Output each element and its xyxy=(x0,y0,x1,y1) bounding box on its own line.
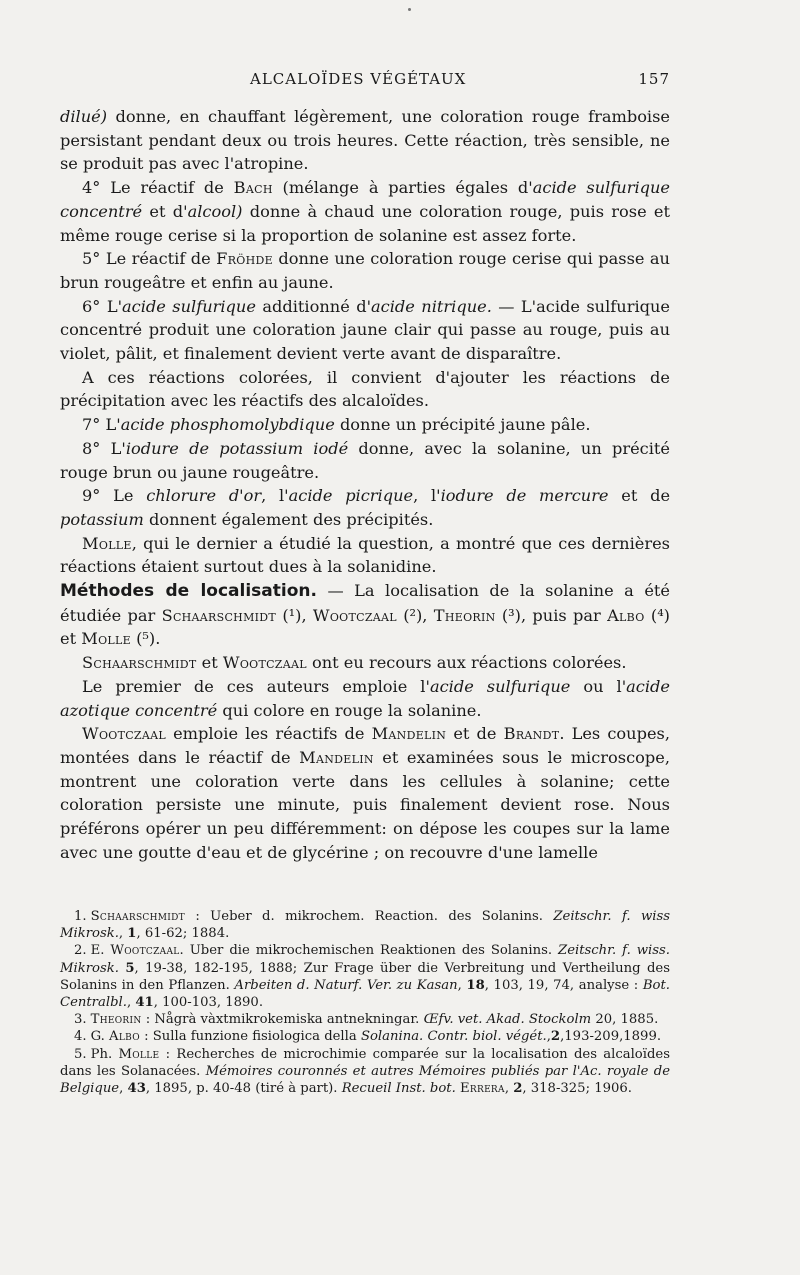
paragraph-10 xyxy=(60,579,670,651)
text-span: 20, 1885. xyxy=(591,1012,659,1028)
text-span: Ph. xyxy=(90,1046,119,1062)
text-span: donne à chaud une coloration rouge, puis rose et même rouge cerise si la proportion de solanine est assez forte. xyxy=(60,201,670,245)
text-span: — La localisation de la solanine a été étudiée par xyxy=(60,581,670,625)
text-span: : Sulla funzione fisiologica della xyxy=(139,1029,361,1045)
volume-number: 41 xyxy=(135,995,154,1011)
text-span: G. xyxy=(90,1029,110,1045)
text-span: E. xyxy=(90,943,111,959)
text-span: , xyxy=(504,1081,514,1097)
volume-number: 43 xyxy=(127,1081,146,1097)
text-span: Le premier de ces auteurs emploie l' xyxy=(82,676,430,696)
print-speck xyxy=(408,8,411,11)
italic-span: acide nitrique. xyxy=(371,296,492,316)
text-span: 5° Le réactif de xyxy=(82,249,217,269)
footnote-5 xyxy=(60,1046,670,1098)
text-span: et de xyxy=(446,724,504,744)
italic-span: Solanina. Contr. biol. végét. xyxy=(360,1029,547,1045)
author-name: Errera xyxy=(459,1081,505,1097)
text-span: , xyxy=(118,926,128,942)
footnote-3 xyxy=(60,1011,670,1028)
paragraph-4 xyxy=(60,295,670,366)
text-span: donne une coloration rouge cerise qui passe au brun rougeâtre et enfin au jaune. xyxy=(60,249,670,292)
author-name: Schaarschmidt xyxy=(82,653,197,673)
volume-number: 5 xyxy=(125,960,135,976)
text-span: donne, avec la solanine, un précité rouge brun ou jaune rougeâtre. xyxy=(60,438,670,482)
author-name: Albo xyxy=(109,1029,140,1045)
italic-span: Bot. Centralbl. xyxy=(60,977,670,1011)
footnote-1 xyxy=(60,908,670,942)
footnotes xyxy=(60,908,670,1097)
italic-span: acide azotique concentré xyxy=(60,676,670,720)
paragraph-9 xyxy=(60,532,670,579)
italic-span: potassium xyxy=(60,509,144,529)
section-heading: Méthodes de localisation. xyxy=(60,581,317,602)
author-name: Wootczaal xyxy=(312,605,397,625)
italic-span: Mémoires couronnés et autres Mémoires publiés par l'Ac. royale de Belgique xyxy=(60,1063,671,1097)
italic-span: Zeitschr. f. wiss Mikrosk. xyxy=(60,909,670,942)
text-span: , xyxy=(457,977,467,993)
author-name: Molle xyxy=(82,533,132,553)
volume-number: 2 xyxy=(550,1029,561,1045)
text-span: . Uber die mikrochemischen Reaktionen des Solanins. xyxy=(179,943,559,959)
text-span: : Någrà vàxtmikrokemiska antnekningar. xyxy=(141,1012,424,1028)
text-span: donne un précipité jaune pâle. xyxy=(334,415,591,435)
volume-number: 1 xyxy=(127,926,137,942)
text-span: donnent également des précipités. xyxy=(143,509,434,529)
text-span: . Les coupes, montées dans le réactif de xyxy=(60,724,670,767)
italic-span: alcool) xyxy=(187,201,243,221)
text-span: , l' xyxy=(413,486,441,506)
text-span: , xyxy=(546,1029,551,1045)
text-span: et d' xyxy=(142,201,188,221)
italic-span: Œfv. vet. Akad. Stockolm xyxy=(423,1012,592,1028)
footnote-4 xyxy=(60,1028,670,1045)
author-name: Brandt xyxy=(503,724,560,744)
footnote-number: 4. xyxy=(74,1029,87,1045)
author-name: Theorin xyxy=(90,1012,142,1028)
text-span: 9° Le xyxy=(82,486,147,506)
author-name: Molle xyxy=(118,1046,160,1062)
text-span: : Recherches de microchimie comparée sur la localisation des alcaloïdes dans les Solanacées. xyxy=(60,1046,670,1079)
footnote-ref: (⁵). xyxy=(130,629,161,649)
footnote-number: 3. xyxy=(74,1012,87,1028)
paragraph-1 xyxy=(60,105,670,176)
italic-span: acide sulfurique xyxy=(122,296,256,316)
text-span: , xyxy=(119,1081,128,1097)
author-name: Schaarschmidt xyxy=(161,605,277,625)
paragraph-12 xyxy=(60,675,670,722)
italic-span: iodure de potassium iodé xyxy=(125,438,349,458)
text-span: 4° Le réactif de xyxy=(82,178,234,198)
volume-number: 2 xyxy=(513,1081,523,1097)
author-name: Mandelin xyxy=(299,747,374,767)
text-span: , 103, 19, 74, analyse : xyxy=(484,977,643,993)
footnote-ref: (²), xyxy=(396,605,434,625)
paragraph-5: A ces réactions colorées, il convient d'ajouter les réactions de précipitation avec les réactifs des alcaloïdes. xyxy=(60,367,670,411)
author-name: Molle xyxy=(81,629,131,649)
italic-span: dilué) xyxy=(60,107,108,126)
text-span: et de xyxy=(608,486,671,506)
footnote-2 xyxy=(60,942,670,1011)
footnote-number: 1. xyxy=(74,909,87,924)
italic-span: acide phosphomolybdique xyxy=(120,415,335,435)
text-span: , qui le dernier a étudié la question, a montré que ces dernières réactions étaient surtout dues à la solanidine. xyxy=(60,533,670,577)
text-span: (mélange à parties égales d' xyxy=(272,178,533,198)
author-name: Wootczaal xyxy=(222,653,307,673)
author-name: Fröhde xyxy=(216,249,273,269)
text-span: et examinées sous le microscope, montrent une coloration verte dans les cellules à solanine; cette coloration persiste une minute, puis finalement devient rose. Nous préférons opérer un peu différemment: on dépose les coupes sur la lame avec une goutte d'eau et de glycérine ; on recouvre d'une lamelle xyxy=(60,747,670,862)
footnote-ref: (³), puis par xyxy=(495,605,608,625)
text-span: , 100-103, 1890. xyxy=(153,995,264,1011)
italic-span: acide sulfurique concentré xyxy=(60,178,671,221)
author-name: Wootczaal xyxy=(110,943,180,959)
paragraph-7 xyxy=(60,437,670,484)
text-span: donne, en chauffant légèrement, une coloration rouge framboise persistant pendant deux ou trois heures. Cette réaction, très sensible, ne se produit pas avec l'atropine. xyxy=(60,107,670,174)
paragraph-11 xyxy=(60,651,670,675)
italic-span: iodure de mercure xyxy=(440,486,609,506)
author-name: Wootczaal xyxy=(82,724,166,744)
running-title: ALCALOÏDES VÉGÉTAUX xyxy=(250,70,467,88)
text-span: ou l' xyxy=(570,676,627,696)
italic-span: acide sulfurique xyxy=(429,676,571,696)
text-span: ,193-209,1899. xyxy=(560,1029,662,1045)
paragraph-2 xyxy=(60,176,670,247)
text-span: , 61-62; 1884. xyxy=(136,926,230,942)
author-name: Bach xyxy=(233,178,273,198)
text-span: et xyxy=(196,653,223,673)
text-span: , 318-325; 1906. xyxy=(522,1081,632,1097)
text-span: , 1895, p. 40-48 (tiré à part). xyxy=(145,1081,342,1097)
text-span: , l' xyxy=(261,486,289,506)
text-span: , 19-38, 182-195, 1888; Zur Frage über die Verbreitung und Vertheilung des Solanins in den Pflanzen. xyxy=(60,960,670,993)
footnote-number: 5. xyxy=(74,1046,87,1062)
author-name: Mandelin xyxy=(371,724,447,744)
footnote-ref: (¹), xyxy=(276,605,313,625)
footnote-ref: (⁴) et xyxy=(60,605,670,649)
paragraph-13 xyxy=(60,722,670,864)
italic-span: Zeitschr. f. wiss. Mikrosk. xyxy=(60,943,670,976)
text-span: 8° L' xyxy=(82,438,126,458)
author-name: Albo xyxy=(607,605,645,625)
volume-number: 18 xyxy=(466,977,485,993)
italic-span: Recueil Inst. bot. xyxy=(341,1081,456,1097)
body-text xyxy=(60,105,670,865)
italic-span: Arbeiten d. Naturf. Ver. zu Kasan xyxy=(234,977,458,993)
paragraph-6 xyxy=(60,413,670,437)
text-span: 6° L' xyxy=(82,296,123,316)
text-span: qui colore en rouge la solanine. xyxy=(217,700,482,720)
author-name: Schaarschmidt xyxy=(90,909,185,924)
page-number: 157 xyxy=(638,70,670,88)
paragraph-8 xyxy=(60,484,670,531)
italic-span: acide picrique xyxy=(288,486,414,506)
text-span: — L'acide sulfurique concentré produit une coloration jaune clair qui passe au rouge, puis au violet, pâlit, et finalement devient verte avant de disparaître. xyxy=(60,296,670,364)
text-span: emploie les réactifs de xyxy=(165,724,372,744)
text-span: ont eu recours aux réactions colorées. xyxy=(306,653,627,673)
paragraph-3 xyxy=(60,247,670,294)
text-span: additionné d' xyxy=(255,296,372,316)
text-span: , xyxy=(126,995,136,1011)
text-span: 7° L' xyxy=(82,415,121,435)
author-name: Theorin xyxy=(433,605,496,625)
footnote-number: 2. xyxy=(74,943,87,959)
italic-span: chlorure d'or xyxy=(146,486,262,506)
text-span: : Ueber d. mikrochem. Reaction. des Solanins. xyxy=(184,909,554,924)
